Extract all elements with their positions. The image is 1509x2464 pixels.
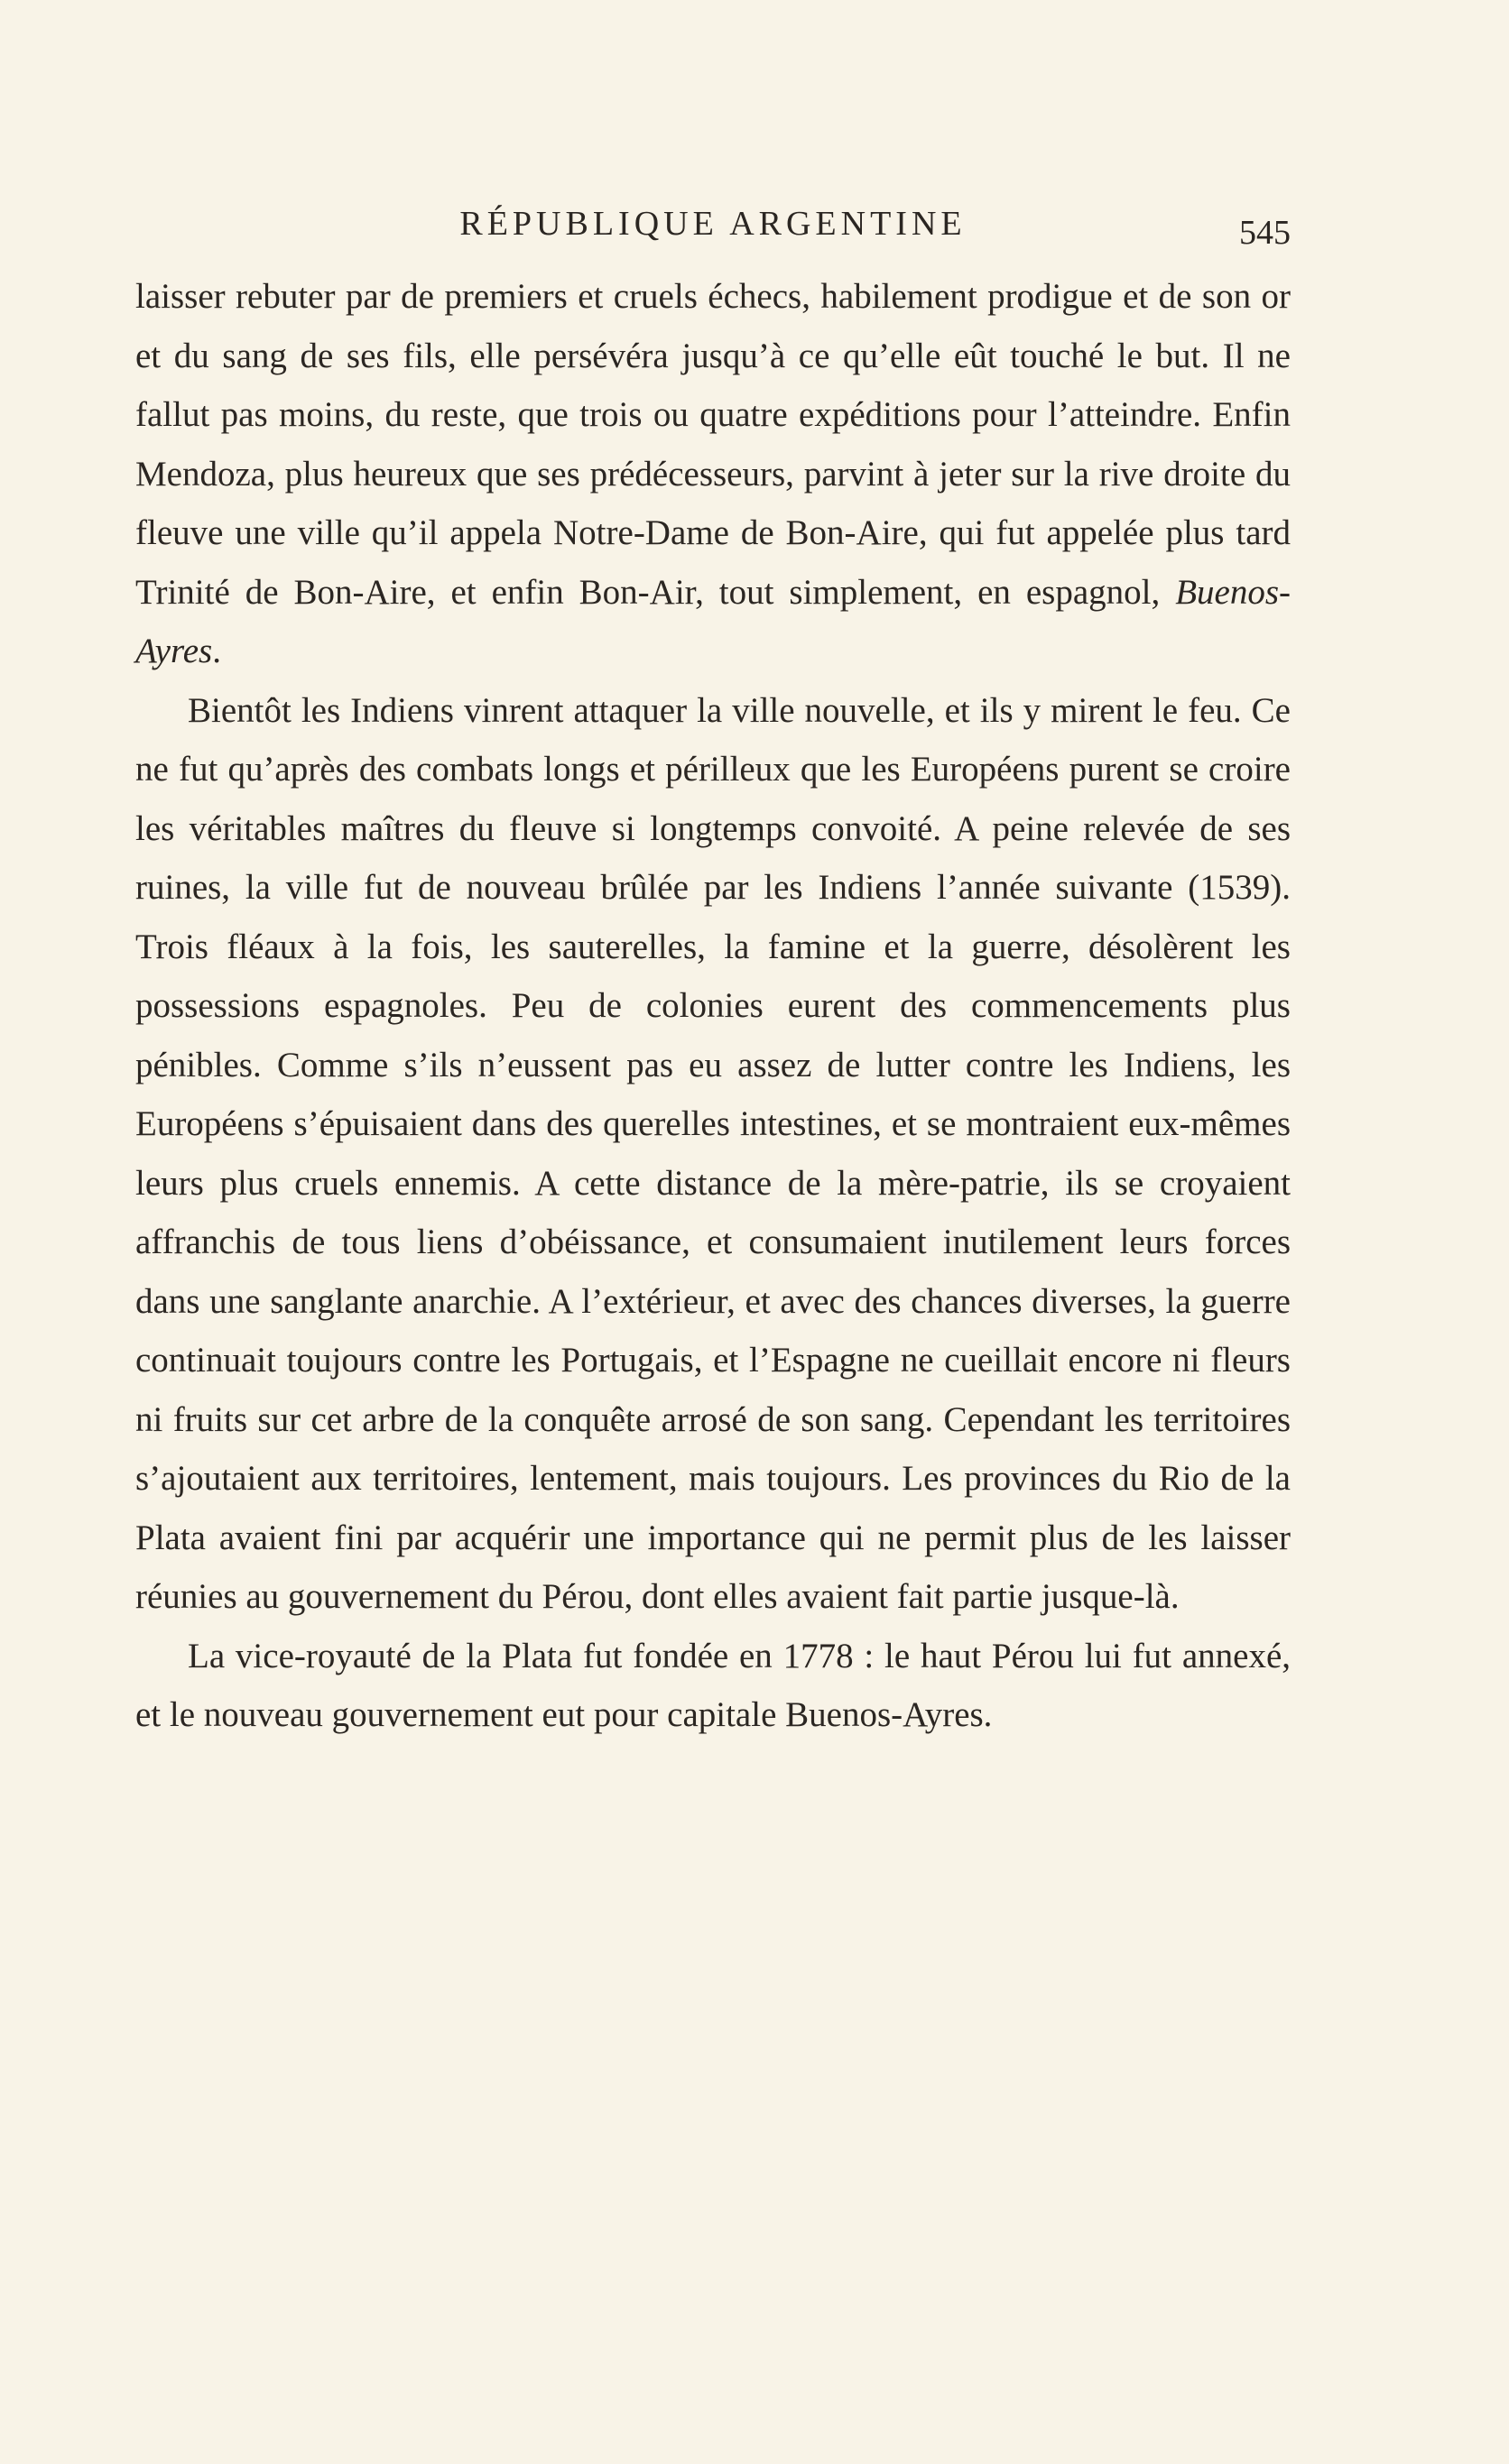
paragraph-2: Bientôt les Indiens vinrent attaquer la ville nouvelle, et ils y mirent le feu. Ce ne fut qu’après des combats longs et périlleux que les Européens purent se croire les véritables maîtres du fleuve si longtemps convoité. A peine relevée de ses ruines, la ville fut de nouveau brûlée par les Indiens l’année suivante (1539). Trois fléaux à la fois, les sauterelles, la famine et la guerre, désolèrent les possessions espagnoles. Peu de colonies eurent des commencements plus pénibles. Comme s’ils n’eussent pas eu assez de lutter contre les Indiens, les Européens s’épuisaient dans des querelles intestines, et se montraient eux-mêmes leurs plus cruels ennemis. A cette distance de la mère-patrie, ils se croyaient affranchis de tous liens d’obéissance, et consumaient inutilement leurs forces dans une sanglante anarchie. A l’extérieur, et avec des chances diverses, la guerre continuait toujours contre les Portugais, et l’Espagne ne cueillait encore ni fleurs ni fruits sur cet arbre de la conquête arrosé de son sang. Cependant les territoires s’ajoutaient aux territoires, lentement, mais toujours. Les provinces du Rio de la Plata avaient fini par acquérir une importance qui ne permit plus de les laisser réunies au gouvernement du Pérou, dont elles avaient fait partie jusque-là.: [135, 690, 1291, 1616]
running-title: RÉPUBLIQUE ARGENTINE: [459, 205, 967, 243]
page-number: 545: [1239, 214, 1291, 252]
paragraph-1: [135, 267, 1291, 681]
paragraph-1-end: .: [212, 632, 221, 670]
page-header: [135, 204, 1291, 258]
paragraph-3: La vice-royauté de la Plata fut fondée en 1778 : le haut Pérou lui fut annexé, et le nouveau gouvernement eut pour capitale Buenos-Ayres.: [135, 1636, 1291, 1734]
paragraph-1-text: laisser rebuter par de premiers et cruels échecs, habilement prodigue et de son or et du sang de ses fils, elle persévéra jusqu’à ce qu’elle eût touché le but. Il ne fallut pas moins, du reste, que trois ou quatre expéditions pour l’atteindre. Enfin Mendoza, plus heureux que ses prédécesseurs, parvint à jeter sur la rive droite du fleuve une ville qu’il appela Notre-Dame de Bon-Aire, qui fut appelée plus tard Trinité de Bon-Aire, et enfin Bon-Air, tout simplement, en espagnol,: [135, 277, 1291, 612]
body-text: [135, 267, 1291, 1745]
italic-place-name: Buenos-Ayres: [135, 572, 1291, 670]
